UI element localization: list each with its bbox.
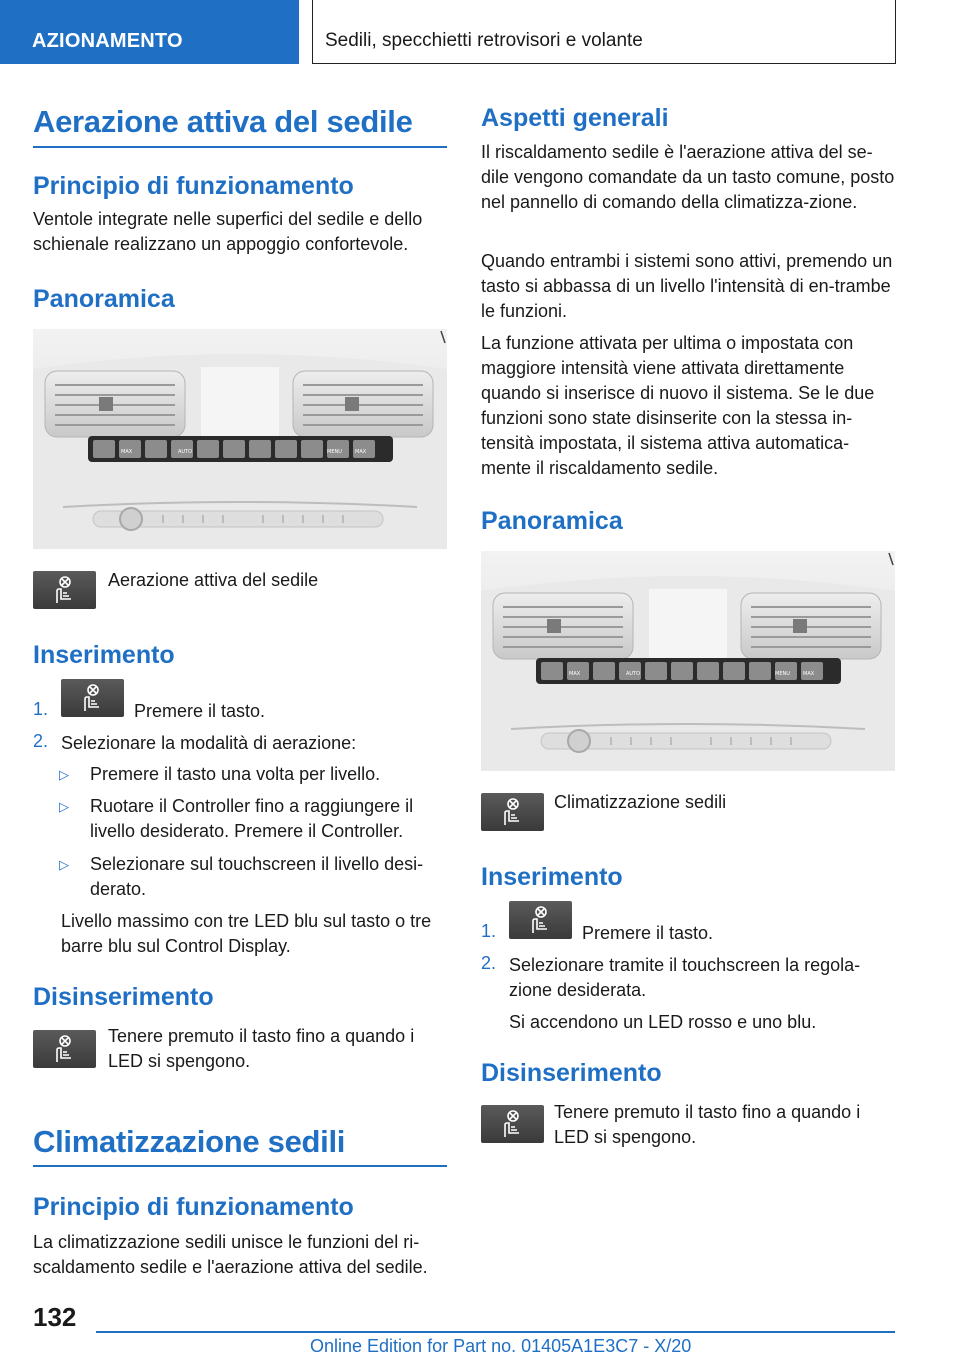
step-1-number: 1. <box>33 699 49 719</box>
heading-rule <box>33 146 447 148</box>
aspetti-p2: Quando entrambi i sistemi sono attivi, premendo un tasto si abbassa di un livello l'intensità di en-trambe le funzioni. <box>481 251 893 321</box>
control-panel-photo <box>33 329 447 549</box>
bullet-1: Premere il tasto una volta per livello. <box>90 764 381 784</box>
disinserimento-text: Tenere premuto il tasto fino a quando i LED si spengono. <box>108 1026 415 1071</box>
panoramica2-title: Panoramica <box>481 507 623 535</box>
control-panel-photo-2 <box>481 551 895 771</box>
bullet-triangle-icon: ▷ <box>59 767 69 782</box>
seat-ventilation-icon <box>33 1030 96 1068</box>
panel-label-max: MAX <box>803 671 815 677</box>
section-header <box>312 0 896 64</box>
control-panel-drawing <box>33 329 447 549</box>
disinserimento-title: Disinserimento <box>33 983 214 1011</box>
seat-ventilation-icon <box>61 679 124 717</box>
icon-caption-2: Climatizzazione sedili <box>554 792 727 812</box>
seat-ventilation-icon <box>509 901 572 939</box>
panel-label-max: MAX <box>355 449 367 455</box>
aspetti-title: Aspetti generali <box>481 104 669 132</box>
heading-aerazione: Aerazione attiva del sedile <box>33 104 413 139</box>
seat-ventilation-icon <box>481 1105 544 1143</box>
principio-text: Ventole integrate nelle superfici del sedile e dello schienale realizzano un appoggio confortevole. <box>33 209 423 254</box>
bullet-triangle-icon: ▷ <box>59 857 69 872</box>
chapter-tab-label: AZIONAMENTO <box>32 30 183 52</box>
panel-label-menu: MENU <box>775 671 790 677</box>
aspetti-p3: La funzione attivata per ultima o impostata con maggiore intensità viene attivata direttamente quando si inserisce di nuovo il sistema. Se le due funzioni sono state disinserite con la stessa in-tensità impostata, il sistema attiva automatica-mente il riscaldamento sedile. <box>481 333 875 478</box>
section-title: Sedili, specchietti retrovisori e volante <box>325 30 643 51</box>
page-number: 132 <box>33 1302 77 1332</box>
footer-edition: Online Edition for Part no. 01405A1E3C7 - X/20 <box>310 1336 692 1356</box>
panel-label-max-left: MAX <box>569 671 581 677</box>
step-2-text: Selezionare tramite il touchscreen la regola-zione desiderata. <box>509 955 861 1000</box>
step-2-number: 2. <box>33 731 49 751</box>
icon-caption: Aerazione attiva del sedile <box>108 570 319 590</box>
bullet-2: Ruotare il Controller fino a raggiungere il livello desiderato. Premere il Controller. <box>90 796 414 841</box>
chapter-tab[interactable] <box>0 0 299 64</box>
principio2-text: La climatizzazione sedili unisce le funzioni del ri-scaldamento sedile e l'aerazione attiva del sedile. <box>33 1232 428 1277</box>
step-2-text: Selezionare la modalità di aerazione: <box>61 733 357 753</box>
panel-label-max-left: MAX <box>121 449 133 455</box>
seat-ventilation-icon <box>481 793 544 831</box>
control-panel-drawing <box>481 551 895 771</box>
principio-title: Principio di funzionamento <box>33 172 354 200</box>
footer-rule <box>96 1331 895 1333</box>
step-2-number: 2. <box>481 953 497 973</box>
panel-label-auto: AUTO <box>626 671 641 677</box>
principio2-title: Principio di funzionamento <box>33 1193 354 1221</box>
inserimento2-title: Inserimento <box>481 863 623 891</box>
step-2-note: Si accendono un LED rosso e uno blu. <box>509 1012 817 1032</box>
panel-label-auto: AUTO <box>178 449 193 455</box>
inserimento-title: Inserimento <box>33 641 175 669</box>
step-2-note: Livello massimo con tre LED blu sul tasto o tre barre blu sul Control Display. <box>61 911 432 956</box>
seat-ventilation-icon <box>33 571 96 609</box>
aspetti-p1: Il riscaldamento sedile è l'aerazione attiva del se-dile vengono comandate da un tasto comune, posto nel pannello di comando della climatizza-zione. <box>481 142 895 212</box>
disinserimento2-title: Disinserimento <box>481 1059 662 1087</box>
panel-label-menu: MENU <box>327 449 342 455</box>
disinserimento2-text: Tenere premuto il tasto fino a quando i LED si spengono. <box>554 1102 861 1147</box>
step-1-number: 1. <box>481 921 497 941</box>
step-1-text: Premere il tasto. <box>134 701 266 721</box>
bullet-triangle-icon: ▷ <box>59 799 69 814</box>
bullet-3: Selezionare sul touchscreen il livello desi-derato. <box>90 854 424 899</box>
panoramica-title: Panoramica <box>33 285 175 313</box>
heading-rule <box>33 1165 447 1167</box>
heading-climatizzazione: Climatizzazione sedili <box>33 1124 346 1159</box>
step-1-text: Premere il tasto. <box>582 923 714 943</box>
